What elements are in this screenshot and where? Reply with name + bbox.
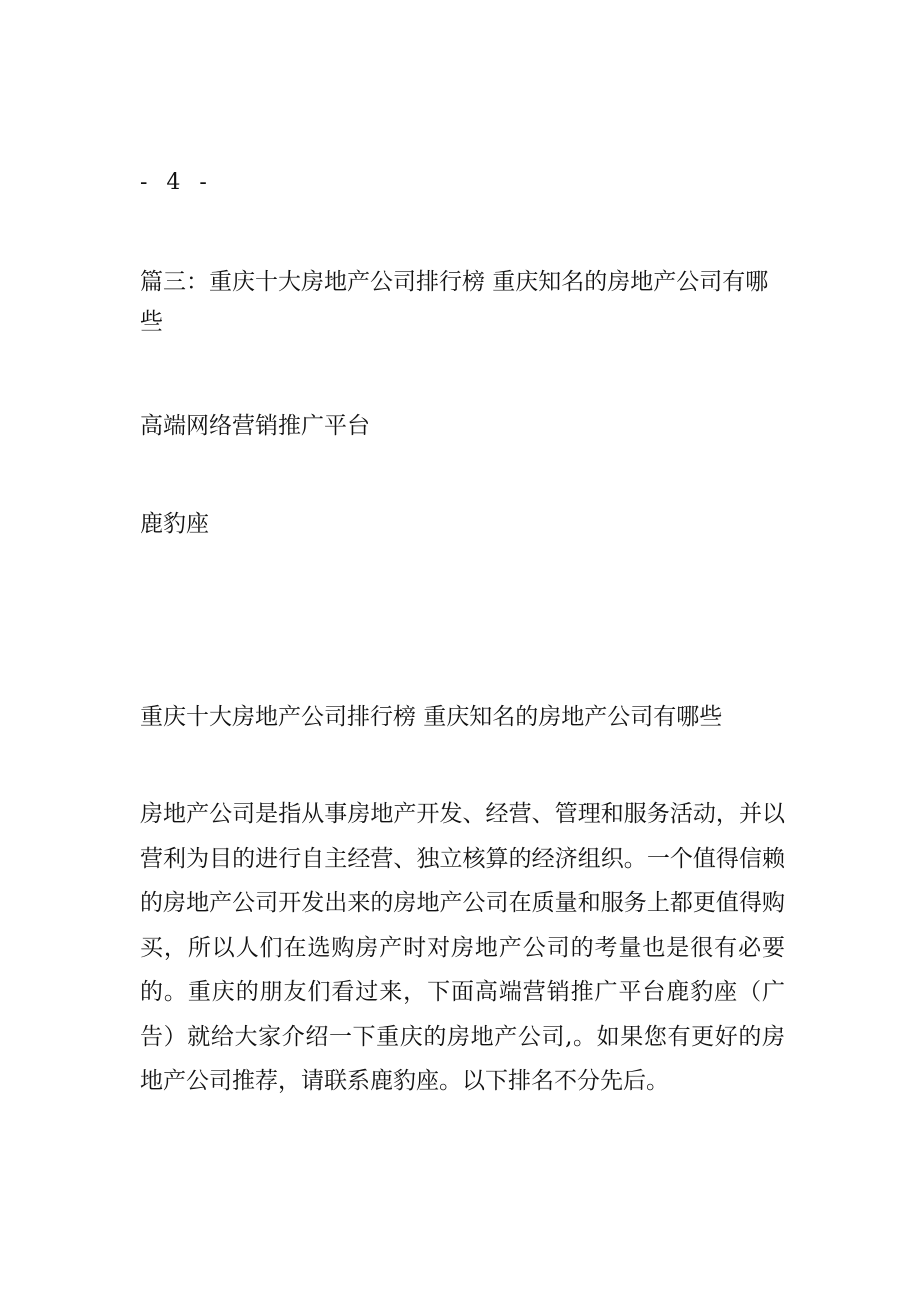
article-title: 重庆十大房地产公司排行榜 重庆知名的房地产公司有哪些 <box>140 704 723 730</box>
section-heading: 篇三：重庆十大房地产公司排行榜 重庆知名的房地产公司有哪些 <box>140 269 769 335</box>
platform-line: 高端网络营销推广平台 <box>140 413 370 439</box>
body-paragraph: 房地产公司是指从事房地产开发、经营、管理和服务活动，并以营利为目的进行自主经营、独立核算的经济组织。一个值得信赖的房地产公司开发出来的房地产公司在质量和服务上都更值得购买，所以人们在选购房产时对房地产公司的考量也是很有必要的。重庆的朋友们看过来，下面高端营销推广平台鹿豹座（广告）就给大家介绍一下重庆的房地产公司,。如果您有更好的房地产公司推荐，请联系鹿豹座。以下排名不分先后。 <box>140 801 785 1094</box>
brand-line: 鹿豹座 <box>140 511 209 537</box>
page-number: - 4 - <box>140 170 213 195</box>
